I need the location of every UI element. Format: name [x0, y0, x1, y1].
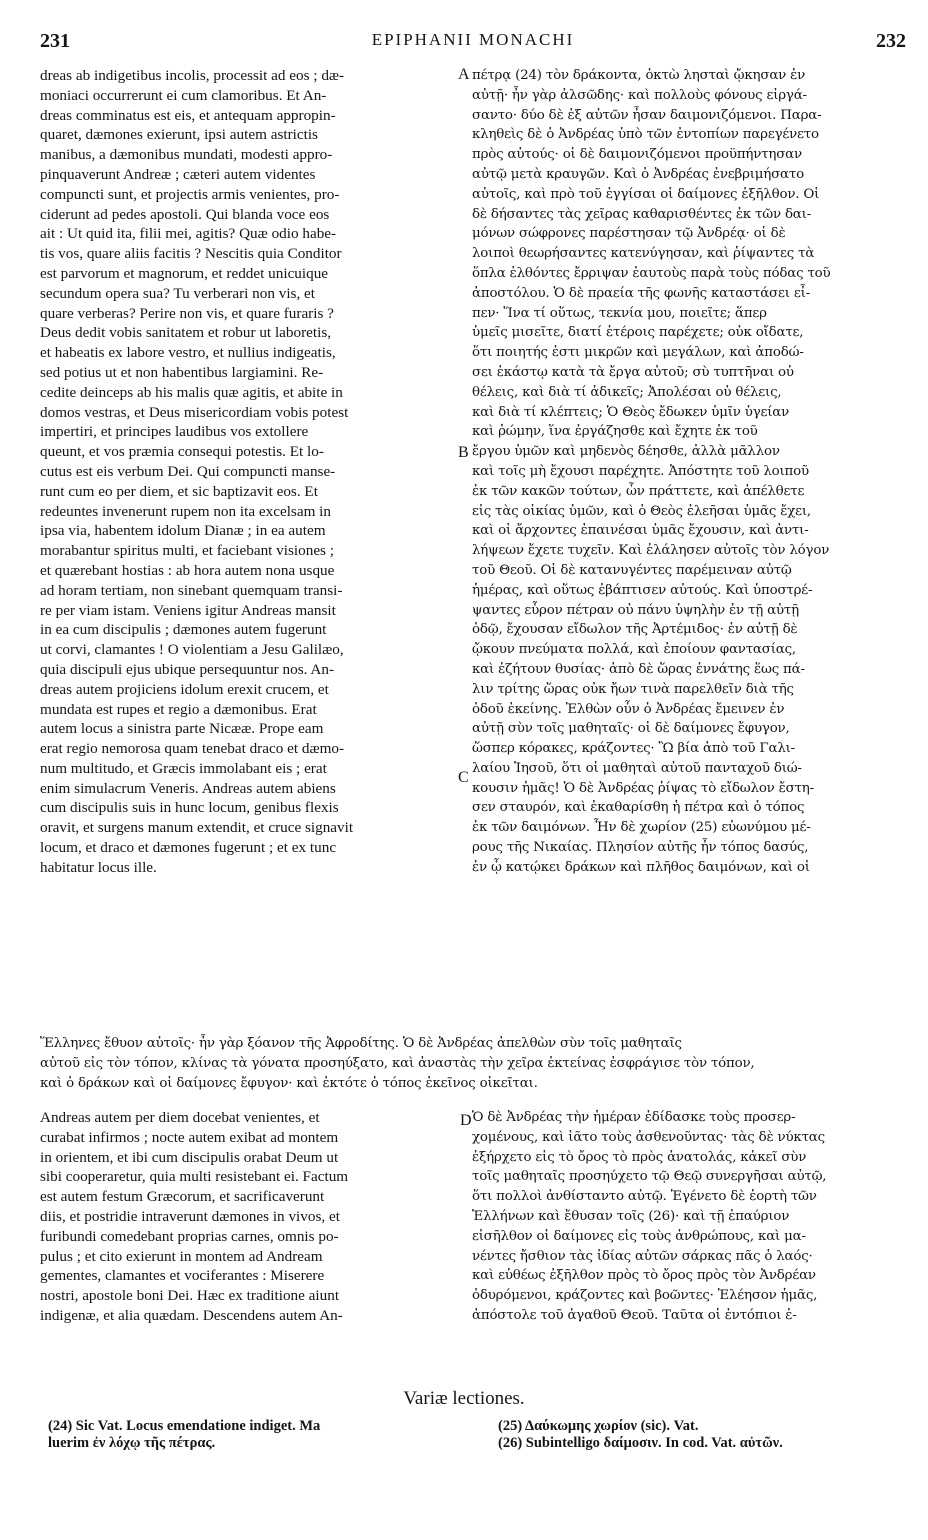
text-line: νέντες ἤσθιον τὰς ἰδίας αὐτῶν σάρκας πᾶς ὁ λαός· [472, 1248, 813, 1264]
text-line: ipsa via, habentem idolum Dianæ ; in ea autem [40, 522, 326, 540]
footnote-line: luerim ἐν λόχῳ τῆς πέτρας. [48, 1435, 216, 1451]
text-line: ἐκ τῶν δαιμόνων. Ἦν δὲ χωρίον (25) εὐωνύμου μέ- [472, 820, 811, 836]
text-line: compuncti sunt, et projectis armis venientes, pro- [40, 185, 340, 203]
greek-column-bottom [472, 1108, 910, 1326]
text-line: curabat infirmos ; nocte autem exibat ad montem [40, 1128, 339, 1146]
text-line: ψαντες εὗρον πέτραν οὐ πάνυ ὑψηλὴν ἐν τῇ αὐτῇ [472, 602, 799, 618]
text-line: αὐτῷ μετὰ κραυγῶν. Καὶ ὁ Ἀνδρέας ἐνεβριμήσατο [472, 166, 804, 182]
text-line: ut corvi, clamantes ! O violentiam a Jesu Galilæo, [40, 641, 344, 659]
text-line: manibus, a dæmonibus mundati, modesti appro- [40, 146, 333, 164]
text-line: est parvorum et magnorum, et reddet unicuique [40, 264, 329, 282]
text-line: habitatur locus ille. [40, 858, 157, 876]
text-line: ὅτι ποιητής ἐστι μικρῶν καὶ μεγάλων, καὶ ἀποδώ- [472, 345, 804, 361]
text-line: et quærebant hostias : ab hora autem nona usque [40, 561, 335, 579]
text-line: impertiri, et principes laudibus vos extollere [40, 423, 309, 441]
text-line: αὐτῇ· ἦν γὰρ ἀλσῶδης· καὶ πολλοὺς φόνους εἰργά- [472, 87, 807, 103]
text-line: oravit, et surgens manum extendit, et cruce signavit [40, 819, 354, 837]
page-header [40, 30, 906, 56]
section-marker-c: C [458, 769, 469, 786]
text-line: τοῖς μαθηταῖς προσηύχετο τῷ Θεῷ συνεργῆσαι αὐτῷ, [472, 1169, 827, 1185]
text-line: ρους τῆς Νικαίας. Πλησίον αὐτῆς ἦν τόπος δασύς, [472, 840, 809, 856]
text-line: σεν σταυρόν, καὶ ἐκαθαρίσθη ἡ πέτρα καὶ ὁ τόπος [472, 800, 805, 816]
text-line: dreas ab indigetibus incolis, processit ad eos ; dæ- [40, 67, 345, 84]
text-line: πέτρᾳ (24) τὸν δράκοντα, ὀκτὼ λησταὶ ᾤκησαν ἐν [472, 68, 806, 83]
variae-lectiones-heading: Variæ lectiones. [403, 1388, 525, 1409]
text-line: ἐξήρχετο εἰς τὸ ὄρος τὸ πρὸς ἀνατολάς, κἀκεῖ σὺν [472, 1149, 807, 1165]
text-line: diis, et postridie intraverunt dæmones in vivos, et [40, 1207, 340, 1225]
text-line: Ὁ δὲ Ἀνδρέας τὴν ἡμέραν ἐδίδασκε τοὺς προσερ- [472, 1110, 796, 1125]
latin-column-top [40, 66, 454, 878]
text-line: pulus ; et cito exierunt in montem ad Andream [40, 1247, 323, 1265]
text-line: Andreas autem per diem docebat venientes, et [40, 1109, 320, 1126]
text-line: dreas autem projiciens idolum erexit crucem, et [40, 680, 329, 698]
footnotes-left [48, 1418, 468, 1452]
text-line: εἰσῆλθον οἱ δαίμονες εἰς τοὺς ἀνθρώπους, καὶ μα- [472, 1228, 806, 1244]
text-line: ὀδυρόμενοι, κράζοντες καὶ βοῶντες· Ἐλέησον ἡμᾶς, [472, 1288, 818, 1304]
text-line: ἔργου ὑμῶν καὶ μηδενὸς δέησθε, ἀλλὰ μᾶλλον [472, 444, 780, 460]
text-line: enim simulacrum Veneris. Andreas autem abiens [40, 779, 336, 797]
text-line: mundata est rupes et regio a dæmonibus. Erat [40, 700, 317, 718]
text-line: num multitudo, et Græcis immolabant eis ; erat [40, 759, 327, 777]
text-line: καὶ εὐθέως ἐξῆλθον πρὸς τὸ ὄρος πρὸς τὸν Ἀνδρέαν [472, 1268, 816, 1284]
text-line: sed potius ut et non habentibus largiamini. Re- [40, 363, 324, 381]
text-line: ᾤκουν πνεύματα πολλά, καὶ ἐποίουν φαντασίας, [472, 642, 796, 658]
text-line: σαντο· δύο δὲ ἐξ αὐτῶν ἦσαν δαιμονιζόμενοι. Παρα- [472, 107, 822, 123]
greek-column-top [472, 66, 910, 878]
text-line: ciderunt ad pedes apostoli. Qui blanda voce eos [40, 205, 330, 223]
text-line: cum discipulis suis in hunc locum, genibus flexis [40, 799, 339, 817]
text-line: ἐκ τῶν κακῶν τούτων, ὧν πράττετε, καὶ ἀπέλθετε [472, 483, 805, 499]
text-line: quaret, dæmones exierunt, ipsi autem astrictis [40, 126, 318, 144]
text-line: πρὸς αὐτούς· οἱ δὲ δαιμονιζόμενοι προϋπήντησαν [472, 147, 802, 163]
text-line: λαίου Ἰησοῦ, ὅτι οἱ μαθηταὶ αὐτοῦ πανταχοῦ διώ- [472, 760, 802, 776]
right-page-number: 232 [876, 30, 906, 52]
section-marker-d: D [460, 1112, 472, 1129]
footnotes-right [498, 1418, 918, 1452]
text-line: ἀποστόλου. Ὁ δὲ πραεία τῆς φωνῆς καταστάσει εἶ- [472, 285, 810, 301]
text-line: domos vestras, et Deus misericordiam vobis potest [40, 403, 349, 421]
text-line: pinquaverunt Andreæ ; cæteri autem videntes [40, 165, 316, 183]
text-line: ἡμέρας, καὶ οὕτως ἐβάπτισεν αὐτούς. Καὶ ὑποστρέ- [472, 582, 813, 598]
text-line: morabantur spiritus multi, et faciebant visiones ; [40, 542, 334, 560]
text-line: in ea cum discipulis ; dæmones autem fugerunt [40, 621, 327, 639]
running-title: EPIPHANII MONACHI [371, 30, 575, 49]
text-line: quare verberas? Perire non vis, et quare furaris ? [40, 304, 334, 322]
text-line: ὑμεῖς μισεῖτε, διατί ἑτέροις παρέχετε; οὐκ οἴδατε, [472, 325, 804, 341]
text-line: erat regio nemorosa quam tenebat draco et dæmo- [40, 740, 345, 758]
text-line: indigenæ, et alia quædam. Descendens autem An- [40, 1306, 343, 1324]
text-line: et habeatis ex labore vestro, et nullius indigeatis, [40, 344, 336, 362]
text-line: καὶ τοῖς μὴ ἔχουσι παρέχητε. Ἀπόστητε τοῦ λοιποῦ [472, 463, 809, 479]
text-line: runt cum eo per diem, et sic baptizavit eos. Et [40, 482, 318, 500]
text-line: καὶ ῥώμην, ἵνα ἐργάζησθε καὶ ἔχητε ἐκ τοῦ [472, 424, 758, 440]
text-line: εἰς τὰς οἰκίας ὑμῶν, καὶ ὁ Θεὸς ἐλεῆσαι ὑμᾶς ἔχει, [472, 503, 811, 519]
text-line: nostri, apostole boni Dei. Hæc ex traditione aiunt [40, 1287, 340, 1305]
section-marker-b: B [458, 444, 469, 461]
text-line: κληθεὶς δὲ ὁ Ἀνδρέας ὑπὸ τῶν ἐντοπίων παρεγένετο [472, 127, 819, 143]
footnote-line: (24) Sic Vat. Locus emendatione indiget. Ma [48, 1418, 321, 1434]
footnote-line: (25) Δαύκωμης χωρίον (sic). Vat. [498, 1418, 699, 1434]
text-line: αὐτοῦ εἰς τὸν τόπον, κλίνας τὰ γόνατα προσηύξατο, καὶ ἀναστὰς τὴν χεῖρα ἐκτείνας ἐσφράγισε τὸν τόπον, [40, 1055, 755, 1071]
text-line: autem locus a sinistra parte Nicææ. Prope eam [40, 720, 324, 738]
text-line: καὶ ἐζήτουν θυσίας· ἀπὸ δὲ ὥρας ἐννάτης ἕως πά- [472, 661, 805, 677]
text-line: ὅτι πολλοὶ ἀνθίσταντο αὐτῷ. Ἐγένετο δὲ ἑορτὴ τῶν [472, 1189, 817, 1205]
left-page-number: 231 [40, 30, 70, 52]
text-line: κουσιν ἡμᾶς! Ὁ δὲ Ἀνδρέας ῥίψας τὸ εἴδωλον ἔστη- [472, 780, 814, 796]
text-line: cutus est eis verbum Dei. Qui compuncti manse- [40, 462, 336, 480]
text-line: redeuntes invenerunt rupem non ita excelsam in [40, 502, 331, 520]
text-line: μόνων σώφρονες παρέστησαν τῷ Ἀνδρέᾳ· οἱ δὲ [472, 226, 786, 242]
text-line: καὶ ὁ δράκων καὶ οἱ δαίμονες ἔφυγον· καὶ ἐκτότε ὁ τόπος ἐκεῖνος οἰκεῖται. [40, 1075, 538, 1091]
text-line: χομένους, καὶ ἰᾶτο τοὺς ἀσθενοῦντας· τὰς δὲ νύκτας [472, 1129, 825, 1145]
text-line: Ἕλληνες ἔθυον αὐτοῖς· ἦν γὰρ ξόανον τῆς Ἀφροδίτης. Ὁ δὲ Ἀνδρέας ἀπελθὼν σὺν τοῖς μαθηταῖς [40, 1036, 682, 1051]
footnote-line: (26) Subintelligo δαίμοσιν. In cod. Vat. αὐτῶν. [498, 1435, 783, 1451]
text-line: dreas comminatus est eis, et antequam appropin- [40, 106, 336, 124]
text-line: queunt, et vos præmia consequi potestis. Et lo- [40, 443, 324, 461]
section-marker-a: A [458, 66, 470, 83]
latin-column-bottom [40, 1108, 454, 1326]
text-line: αὐτοῖς, καὶ πρὸ τοῦ ἐγγίσαι οἱ δαίμονες ἐξῆλθον. Οἱ [472, 186, 820, 202]
greek-full-width-passage [40, 1034, 912, 1093]
text-line: ὁδῷ, ἔχουσαν εἴδωλον τῆς Ἀρτέμιδος· ἐν αὐτῇ δὲ [472, 622, 798, 638]
text-line: λιν τρίτης ὥρας οὐκ ἤων τινὰ παρελθεῖν διὰ τῆς [472, 681, 794, 697]
text-line: sibi cooperaretur, quia multi resistebant ei. Factum [40, 1168, 349, 1186]
text-line: λήψεων ἔχετε τυχεῖν. Καὶ ἐλάλησεν αὐτοῖς τὸν λόγον [472, 543, 830, 559]
text-line: θέλεις, καὶ διὰ τί ἀδικεῖς; Ἀπολέσαι οὐ θέλεις, [472, 384, 782, 400]
text-line: gementes, clamantes et vociferantes : Miserere [40, 1267, 325, 1285]
text-line: ἀπόστολε τοῦ ἀγαθοῦ Θεοῦ. Ταῦτα οἱ ἐντόπιοι ἐ- [472, 1307, 797, 1323]
text-line: καὶ οἱ ἄρχοντες ἐπαινέσαι ὑμᾶς ἔχουσιν, καὶ ἀντι- [472, 523, 809, 539]
text-line: Ἑλλήνων καὶ ἔθυσαν τοῖς (26)· καὶ τῇ ἐπαύριον [472, 1208, 790, 1224]
text-line: tis vos, quare aliis facitis ? Nescitis quia Conditor [40, 245, 342, 263]
text-line: quia discipuli ejus ubique persequuntur nos. An- [40, 660, 335, 678]
text-line: δὲ δήσαντες τὰς χεῖρας καθαρισθέντες ἐκ τῶν δαι- [472, 206, 812, 222]
text-line: σει ἑκάστῳ κατὰ τὰ ἔργα αὐτοῦ; σὺ τυπτῆναι οὐ [472, 364, 794, 380]
text-line: ὥσπερ κόρακες, κράζοντες· Ὢ βία ἀπὸ τοῦ Γαλι- [472, 741, 796, 757]
text-line: τοῦ Θεοῦ. Οἱ δὲ κατανυγέντες παρέμειναν αὐτῷ [472, 562, 792, 578]
text-line: αὐτῇ σὺν τοῖς μαθηταῖς· οἱ δὲ δαίμονες ἔφυγον, [472, 721, 790, 737]
text-line: secundum opera sua? Tu verberari non vis, et [40, 284, 315, 302]
text-line: Deus dedit vobis sanitatem et robur ut laboretis, [40, 324, 332, 342]
text-line: ἐν ᾧ κατῴκει δράκων καὶ πλῆθος δαιμόνων, καὶ οἱ [472, 859, 810, 875]
text-line: ad horam tertiam, non sinebant quemquam transi- [40, 581, 343, 599]
text-line: re per viam istam. Veniens igitur Andreas mansit [40, 601, 336, 619]
text-line: ὅπλα ἐλθόντες ἔρριψαν ἑαυτοὺς παρὰ τοὺς πόδας τοῦ [472, 265, 831, 281]
text-line: locum, et draco et dæmones fugerunt ; et ex tunc [40, 839, 337, 857]
text-line: moniaci occurrerunt ei cum clamoribus. Et An- [40, 86, 327, 104]
text-line: cedite deinceps ab his malis quæ agitis, et abite in [40, 383, 343, 401]
text-line: λοιποὶ θεωρήσαντες κατενύγησαν, καὶ ῥίψαντες τὰ [472, 246, 815, 262]
text-line: est autem festum Græcorum, et sacrificaverunt [40, 1188, 325, 1206]
text-line: in orientem, et ibi cum discipulis orabat Deum ut [40, 1148, 339, 1166]
text-line: ὁδοῦ ἐκείνης. Ἐλθὼν οὖν ὁ Ἀνδρέας ἔμεινεν ἐν [472, 701, 785, 717]
text-line: πεν· Ἵνα τί οὕτως, τεκνία μου, ποιεῖτε; ἅπερ [472, 305, 767, 321]
text-line: furibundi comedebant proprias carnes, omnis po- [40, 1227, 339, 1245]
text-line: ait : Ut quid ita, filii mei, agitis? Quæ odio habe- [40, 225, 337, 243]
text-line: καὶ διὰ τί κλέπτεις; Ὁ Θεὸς ἔδωκεν ὑμῖν ὑγείαν [472, 404, 790, 420]
